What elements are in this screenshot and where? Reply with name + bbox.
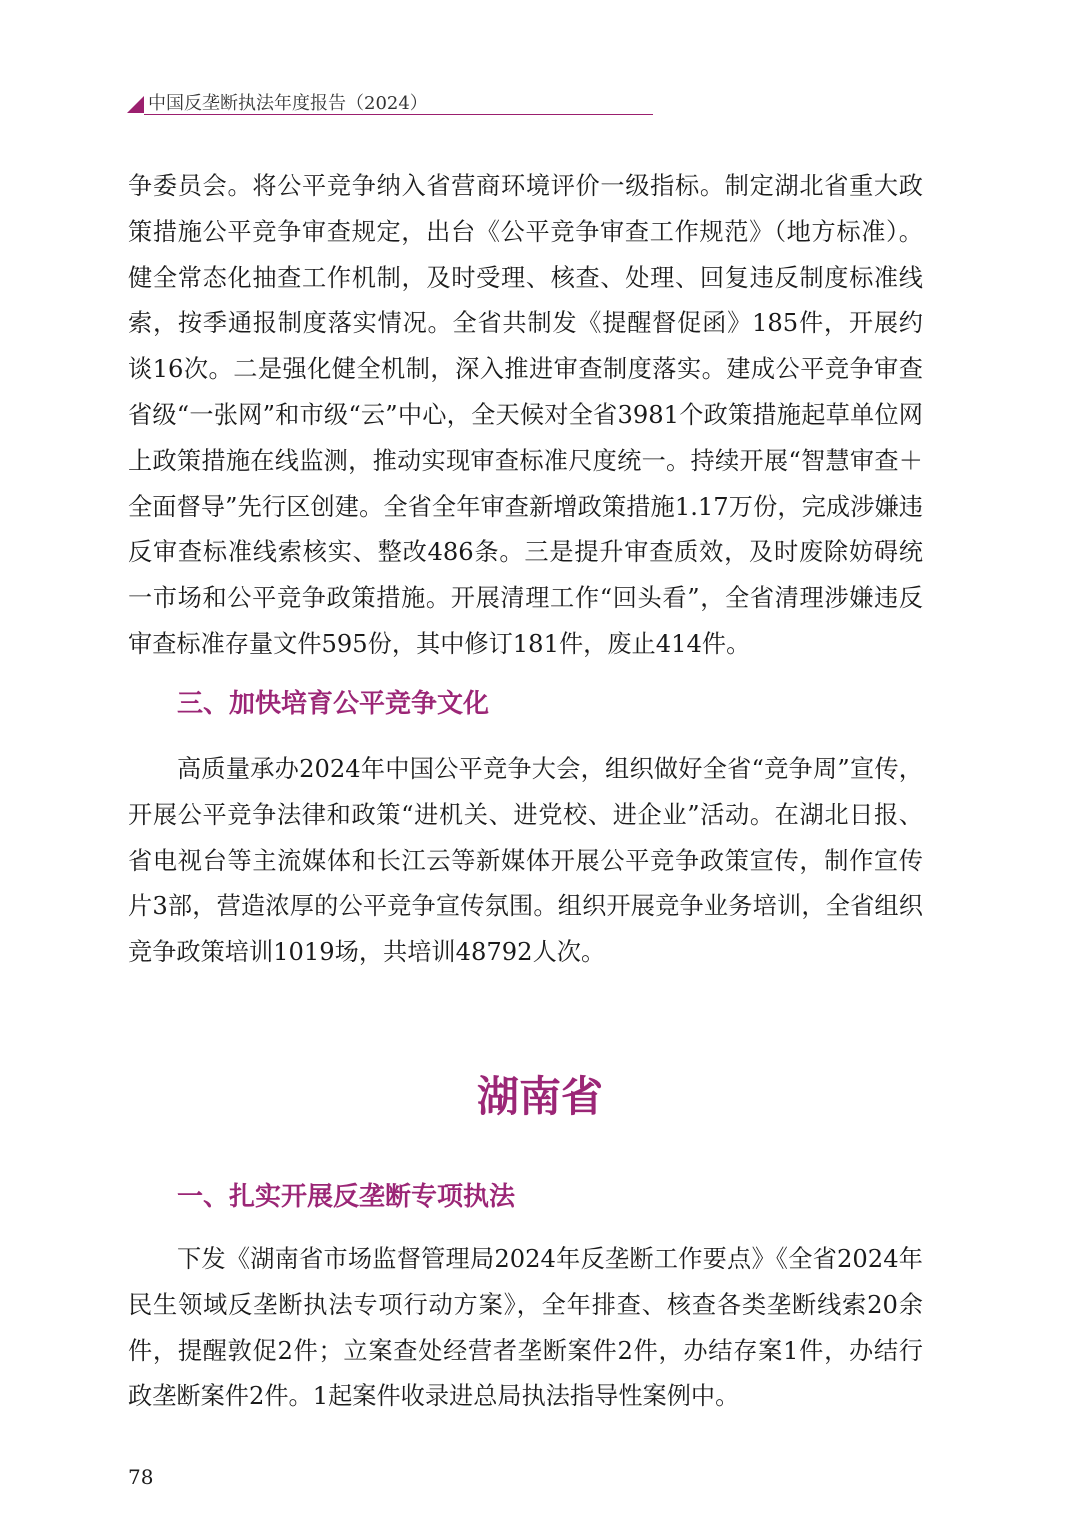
paragraph-competition-culture: 高质量承办2024年中国公平竞争大会，组织做好全省“竞争周”宣传，开展公平竞争法律和政策“进机关、进党校、进企业”活动。在湖北日报、省电视台等主流媒体和长江云等新媒体开展公平竞争政策宣传，制作宣传片3部，营造浓厚的公平竞争宣传氛围。组织开展竞争业务培训，全省组织竞争政策培训1019场，共培训48792人次。 <box>128 755 923 967</box>
header-rule <box>144 114 653 115</box>
paragraph-hubei-review: 争委员会。将公平竞争纳入省营商环境评价一级指标。制定湖北省重大政策措施公平竞争审查规定，出台《公平竞争审查工作规范》（地方标准）。健全常态化抽查工作机制，及时受理、核查、处理、回复违反制度标准线索，按季通报制度落实情况。全省共制发《提醒督促函》185件，开展约谈16次。二是强化健全机制，深入推进审查制度落实。建成公平竞争审查省级“一张网”和市级“云”中心，全天候对全省3981个政策措施起草单位网上政策措施在线监测，推动实现审查标准尺度统一。持续开展“智慧审查＋全面督导”先行区创建。全省全年审查新增政策措施1.17万份，完成涉嫌违反审查标准线索核实、整改486条。三是提升审查质效，及时废除妨碍统一市场和公平竞争政策措施。开展清理工作“回头看”，全省清理涉嫌违反审查标准存量文件595份，其中修订181件，废止414件。 <box>128 172 923 658</box>
page-number: 78 <box>128 1465 154 1489</box>
paragraph-hunan-enforcement: 下发《湖南省市场监督管理局2024年反垄断工作要点》《全省2024年民生领域反垄断执法专项行动方案》，全年排查、核查各类垄断线索20余件，提醒敦促2件；立案查处经营者垄断案件2件，办结存案1件，办结行政垄断案件2件。1起案件收录进总局执法指导性案例中。 <box>128 1245 923 1411</box>
running-header <box>127 86 653 116</box>
province-title: 湖南省 <box>476 1072 603 1121</box>
section-heading-antimonopoly-enforcement: 一、扎实开展反垄断专项执法 <box>177 1182 516 1212</box>
section-heading-competition-culture: 三、加快培育公平竞争文化 <box>177 689 490 719</box>
header-corner-mark <box>127 96 144 113</box>
header-title: 中国反垄断执法年度报告（2024） <box>148 93 428 114</box>
